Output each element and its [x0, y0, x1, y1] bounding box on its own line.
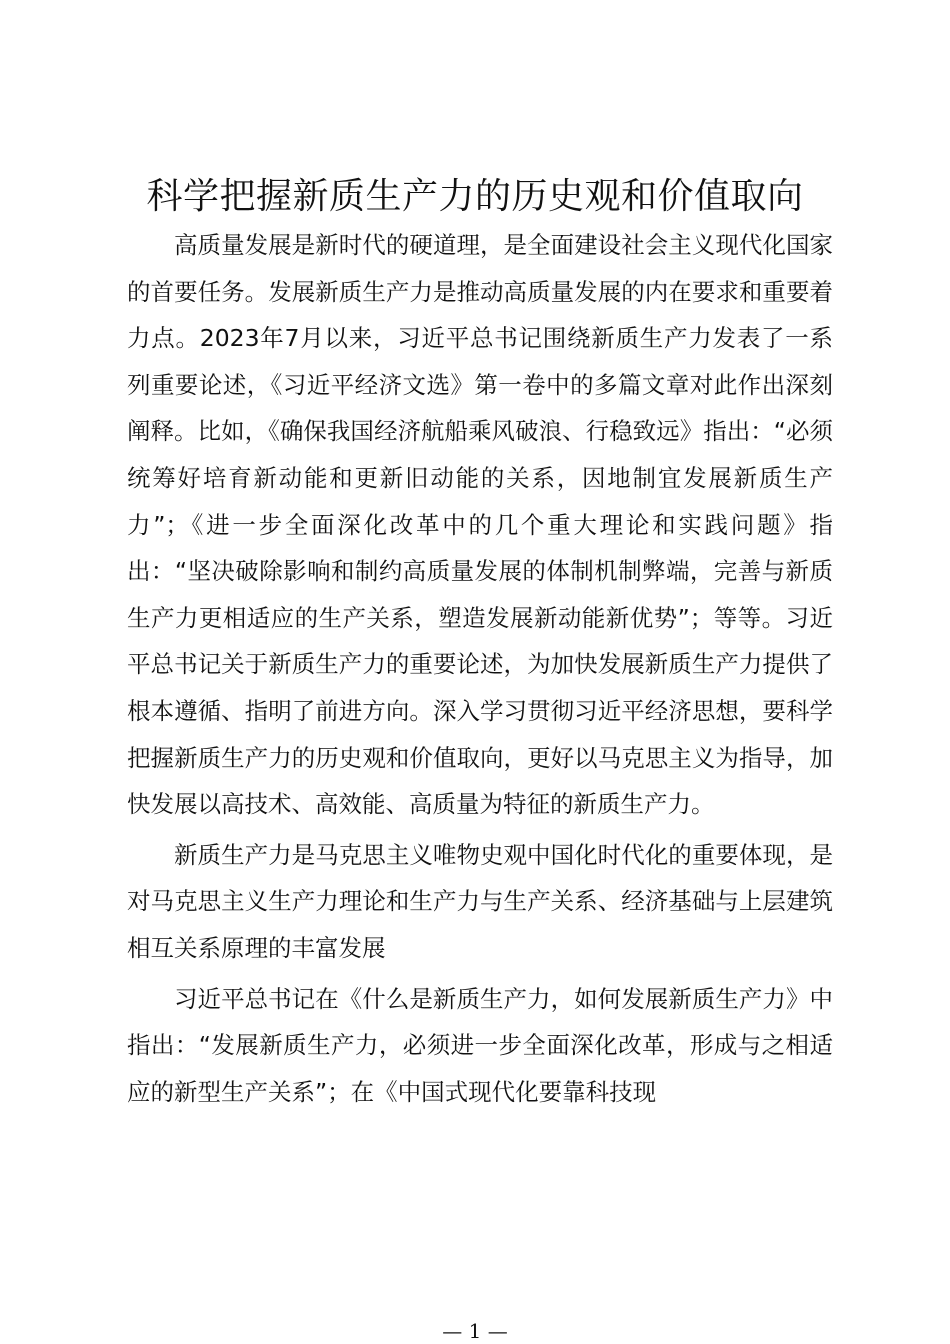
document-title: 科学把握新质生产力的历史观和价值取向 — [146, 176, 804, 217]
paragraph-2: 新质生产力是马克思主义唯物史观中国化时代化的重要体现，是对马克思主义生产力理论和生产力与生产关系、经济基础与上层建筑相互关系原理的丰富发展 — [127, 840, 833, 962]
paragraph-1: 高质量发展是新时代的硬道理，是全面建设社会主义现代化国家的首要任务。发展新质生产力是推动高质量发展的内在要求和重要着力点。2023年7月以来，习近平总书记围绕新质生产力发表了一系列重要论述，《习近平经济文选》第一卷中的多篇文章对此作出深刻阐释。比如，《确保我国经济航船乘风破浪、行稳致远》指出：“必须统筹好培育新动能和更新旧动能的关系，因地制宜发展新质生产力”；《进一步全面深化改革中的几个重大理论和实践问题》指出：“坚决破除影响和制约高质量发展的体制机制弊端，完善与新质生产力更相适应的生产关系，塑造发展新动能新优势”；等等。习近平总书记关于新质生产力的重要论述，为加快发展新质生产力提供了根本遵循、指明了前进方向。深入学习贯彻习近平经济思想，要科学把握新质生产力的历史观和价值取向，更好以马克思主义为指导，加快发展以高技术、高效能、高质量为特征的新质生产力。 — [127, 231, 833, 819]
paragraph-3: 习近平总书记在《什么是新质生产力，如何发展新质生产力》中指出：“发展新质生产力，必须进一步全面深化改革，形成与之相适应的新型生产关系”；在《中国式现代化要靠科技现 — [127, 984, 833, 1106]
page-number: — 1 — — [442, 1319, 508, 1343]
document-body — [127, 222, 833, 1115]
